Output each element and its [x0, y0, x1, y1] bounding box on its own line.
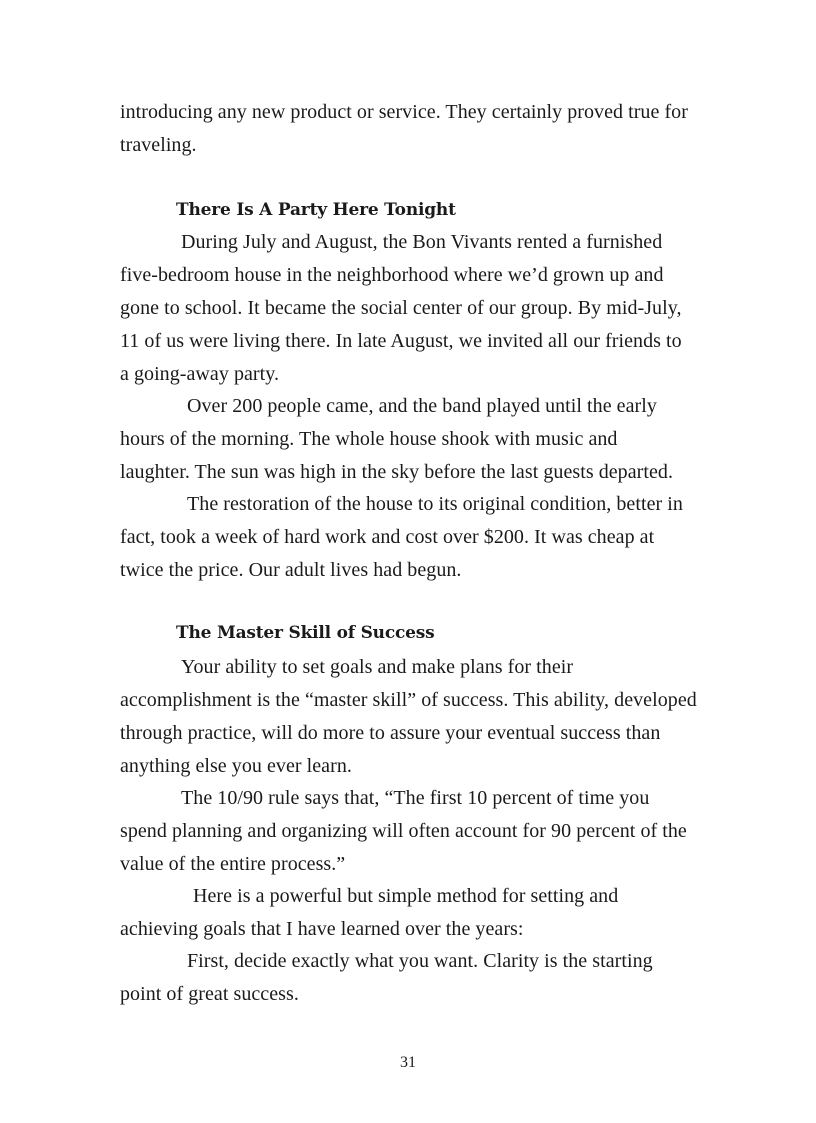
section-heading: There Is A Party Here Tonight: [176, 200, 456, 220]
text-line: During July and August, the Bon Vivants rented a furnished: [181, 231, 663, 253]
text-line: anything else you ever learn.: [120, 755, 352, 777]
text-line: laughter. The sun was high in the sky before the last guests departed.: [120, 461, 674, 483]
text-line: Over 200 people came, and the band played until the early: [187, 395, 657, 417]
text-line: The 10/90 rule says that, “The first 10 percent of time you: [181, 787, 650, 809]
text-line: a going-away party.: [120, 363, 280, 385]
text-line: traveling.: [120, 134, 197, 156]
text-line: hours of the morning. The whole house shook with music and: [120, 428, 618, 450]
text-line: accomplishment is the “master skill” of success. This ability, developed: [120, 689, 697, 711]
page-number: 31: [400, 1054, 416, 1071]
text-line: The restoration of the house to its original condition, better in: [187, 493, 683, 515]
text-line: point of great success.: [120, 983, 299, 1005]
text-line: value of the entire process.”: [120, 853, 346, 875]
text-line: introducing any new product or service. They certainly proved true for: [120, 101, 688, 123]
text-line: five-bedroom house in the neighborhood where we’d grown up and: [120, 264, 664, 286]
text-line: through practice, will do more to assure your eventual success than: [120, 722, 661, 744]
text-line: twice the price. Our adult lives had begun.: [120, 559, 462, 581]
text-line: gone to school. It became the social center of our group. By mid-July,: [120, 297, 682, 319]
text-line: Here is a powerful but simple method for setting and: [193, 885, 619, 907]
text-line: First, decide exactly what you want. Clarity is the starting: [187, 950, 653, 972]
section-heading: The Master Skill of Success: [176, 623, 435, 643]
text-line: Your ability to set goals and make plans for their: [181, 656, 574, 678]
text-line: fact, took a week of hard work and cost over $200. It was cheap at: [120, 526, 655, 548]
text-line: 11 of us were living there. In late August, we invited all our friends to: [120, 330, 682, 352]
text-line: spend planning and organizing will often account for 90 percent of the: [120, 820, 687, 842]
text-line: achieving goals that I have learned over the years:: [120, 918, 524, 940]
